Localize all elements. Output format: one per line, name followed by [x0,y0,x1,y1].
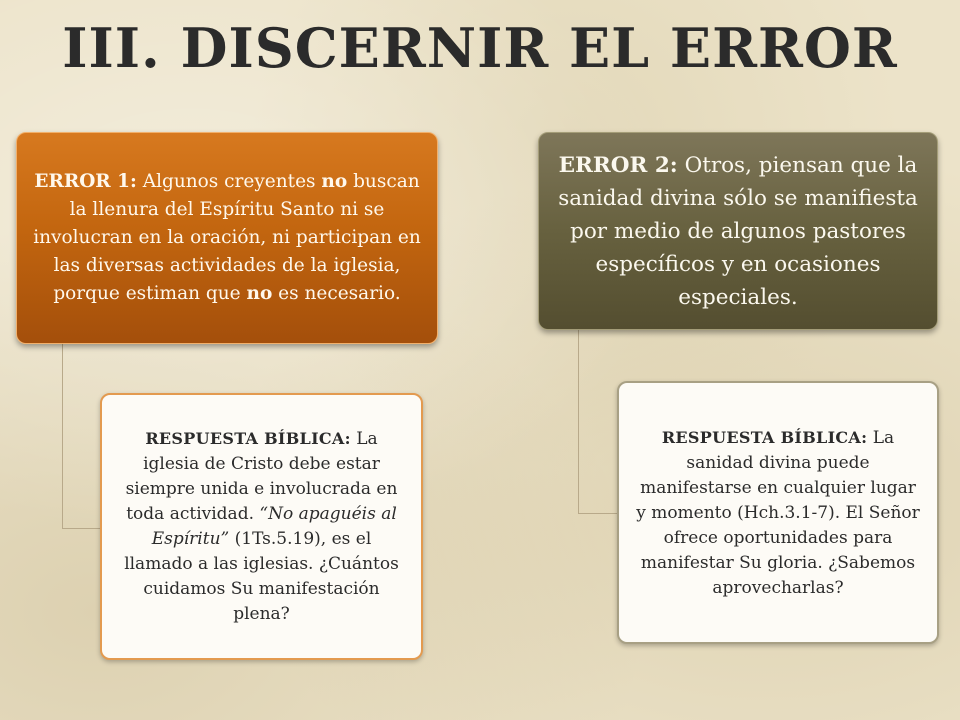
response-1-label: RESPUESTA BÍBLICA: [145,429,351,448]
error-1-text: ERROR 1: Algunos creyentes no buscan la llenura del Espíritu Santo ni se involucran en la oración, ni participan en las diversas actividades de la iglesia, porque estiman que no es necesario. [33,171,421,304]
connector-error1-response1 [62,344,101,529]
connector-error2-response2 [578,330,618,514]
response-1-text: RESPUESTA BÍBLICA: La iglesia de Cristo debe estar siempre unida e involucrada en toda actividad. “No apaguéis al Espíritu” (1Ts.5.19), es el llamado a las iglesias. ¿Cuántos cuidamos Su manifestación plena? [124,429,399,624]
response-1-quote: “No apaguéis al Espíritu” [151,504,397,549]
response-2-text: RESPUESTA BÍBLICA: La sanidad divina puede manifestarse en cualquier lugar y momento (Hch.3.1-7). El Señor ofrece oportunidades para manifestar Su gloria. ¿Sabemos aprovecharlas? [636,427,920,598]
error-1-box [16,132,438,344]
error-1-label: ERROR 1: [34,171,137,192]
error-1-emphasis-no: no [321,171,348,192]
error-2-box [538,132,938,330]
error-1-emphasis-no-2: no [246,283,273,304]
response-1-box [100,393,423,660]
response-2-box [617,381,939,644]
response-2-label: RESPUESTA BÍBLICA: [661,427,868,447]
error-2-label: ERROR 2: [558,152,678,178]
error-2-text: ERROR 2: Otros, piensan que la sanidad divina sólo se manifiesta por medio de algunos pastores específicos y en ocasiones especiales. [558,152,918,310]
slide-title: III. DISCERNIR EL ERROR [62,16,898,80]
